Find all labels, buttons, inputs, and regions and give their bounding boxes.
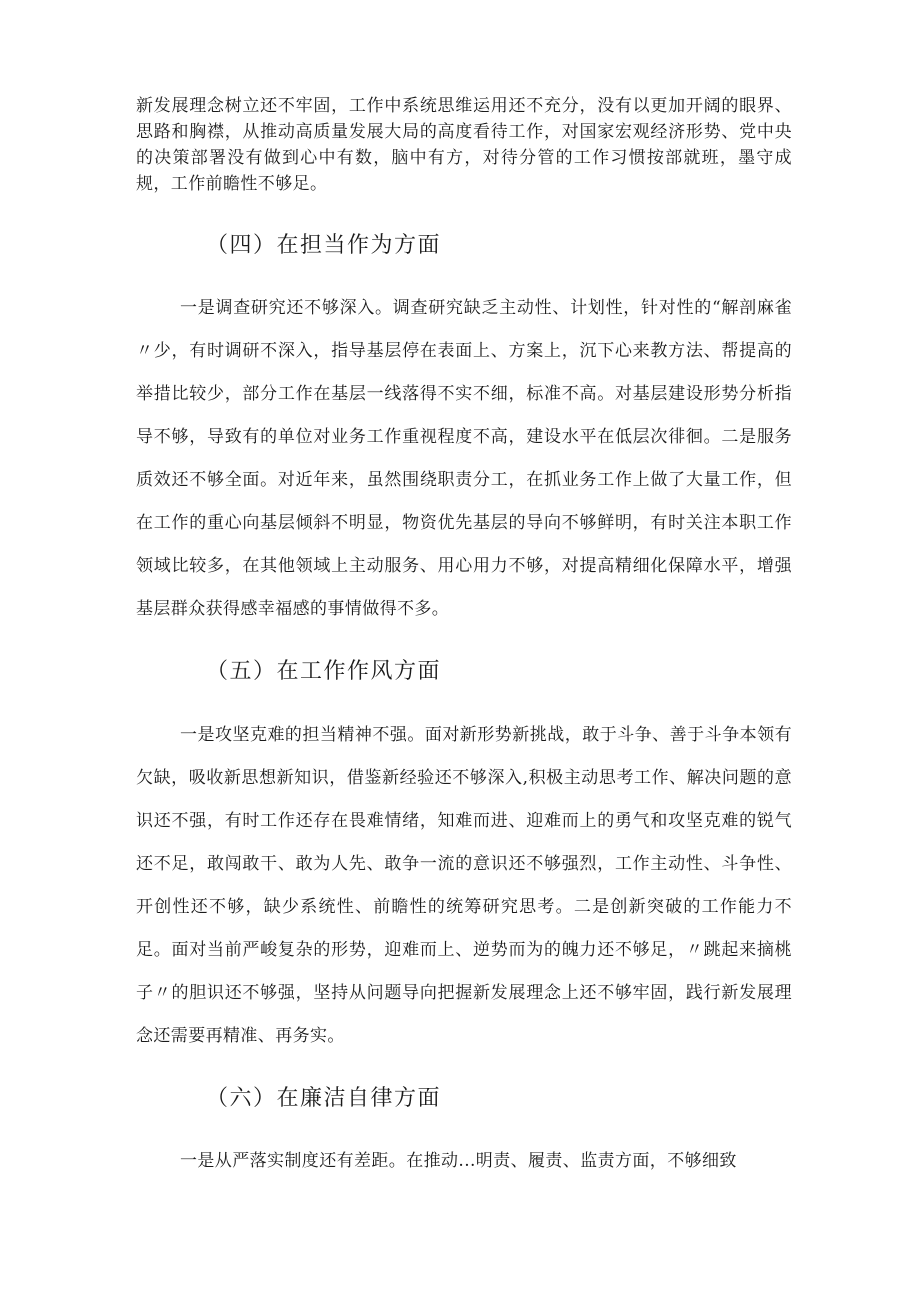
section-heading-5: （五）在工作作风方面 [206,659,442,684]
section-5-paragraph: 一是攻坚克难的担当精神不强。面对新形势新挑战，敢于斗争、善于斗争本领有欠缺，吸收新思想新知识，借鉴新经验还不够深入,积极主动思考工作、解决问题的意识还不强，有时工作还存在畏难情绪，知难而进、迎难而上的勇气和攻坚克难的锐气还不足，敢闯敢干、敢为人先、敢争一流的意识还不够强烈，工作主动性、斗争性、开创性还不够，缺少系统性、前瞻性的统筹研究思考。二是创新突破的工作能力不足。面对当前严峻复杂的形势，迎难而上、逆势而为的魄力还不够足，〃跳起来摘桃子〃的胆识还不够强，坚持从问题导向把握新发展理念上还不够牢固，践行新发展理念还需要再精准、再务实。 [136,725,792,1046]
section-heading-4: （四）在担当作为方面 [206,233,442,258]
section-heading-6: （六）在廉洁自律方面 [206,1086,442,1111]
intro-paragraph: 新发展理念树立还不牢固，工作中系统思维运用还不充分，没有以更加开阔的眼界、思路和胸襟，从推动高质量发展大局的高度看待工作，对国家宏观经济形势、党中央的决策部署没有做到心中有数，脑中有方，对待分管的工作习惯按部就班，墨守成规，工作前瞻性不够足。 [136,96,792,194]
section-6-paragraph: 一是从严落实制度还有差距。在推动...明责、履责、监责方面，不够细致 [180,1151,737,1171]
section-4-paragraph: 一是调查研究还不够深入。调查研究缺乏主动性、计划性，针对性的“解剖麻雀〃少，有时调研不深入，指导基层停在表面上、方案上，沉下心来教方法、帮提高的举措比较少，部分工作在基层一线落得不实不细，标准不高。对基层建设形势分析指导不够，导致有的单位对业务工作重视程度不高，建设水平在低层次徘徊。二是服务质效还不够全面。对近年来，虽然围绕职责分工，在抓业务工作上做了大量工作，但在工作的重心向基层倾斜不明显，物资优先基层的导向不够鲜明，有时关注本职工作领域比较多，在其他领域上主动服务、用心用力不够，对提高精细化保障水平，增强基层群众获得感幸福感的事情做得不多。 [136,298,792,619]
